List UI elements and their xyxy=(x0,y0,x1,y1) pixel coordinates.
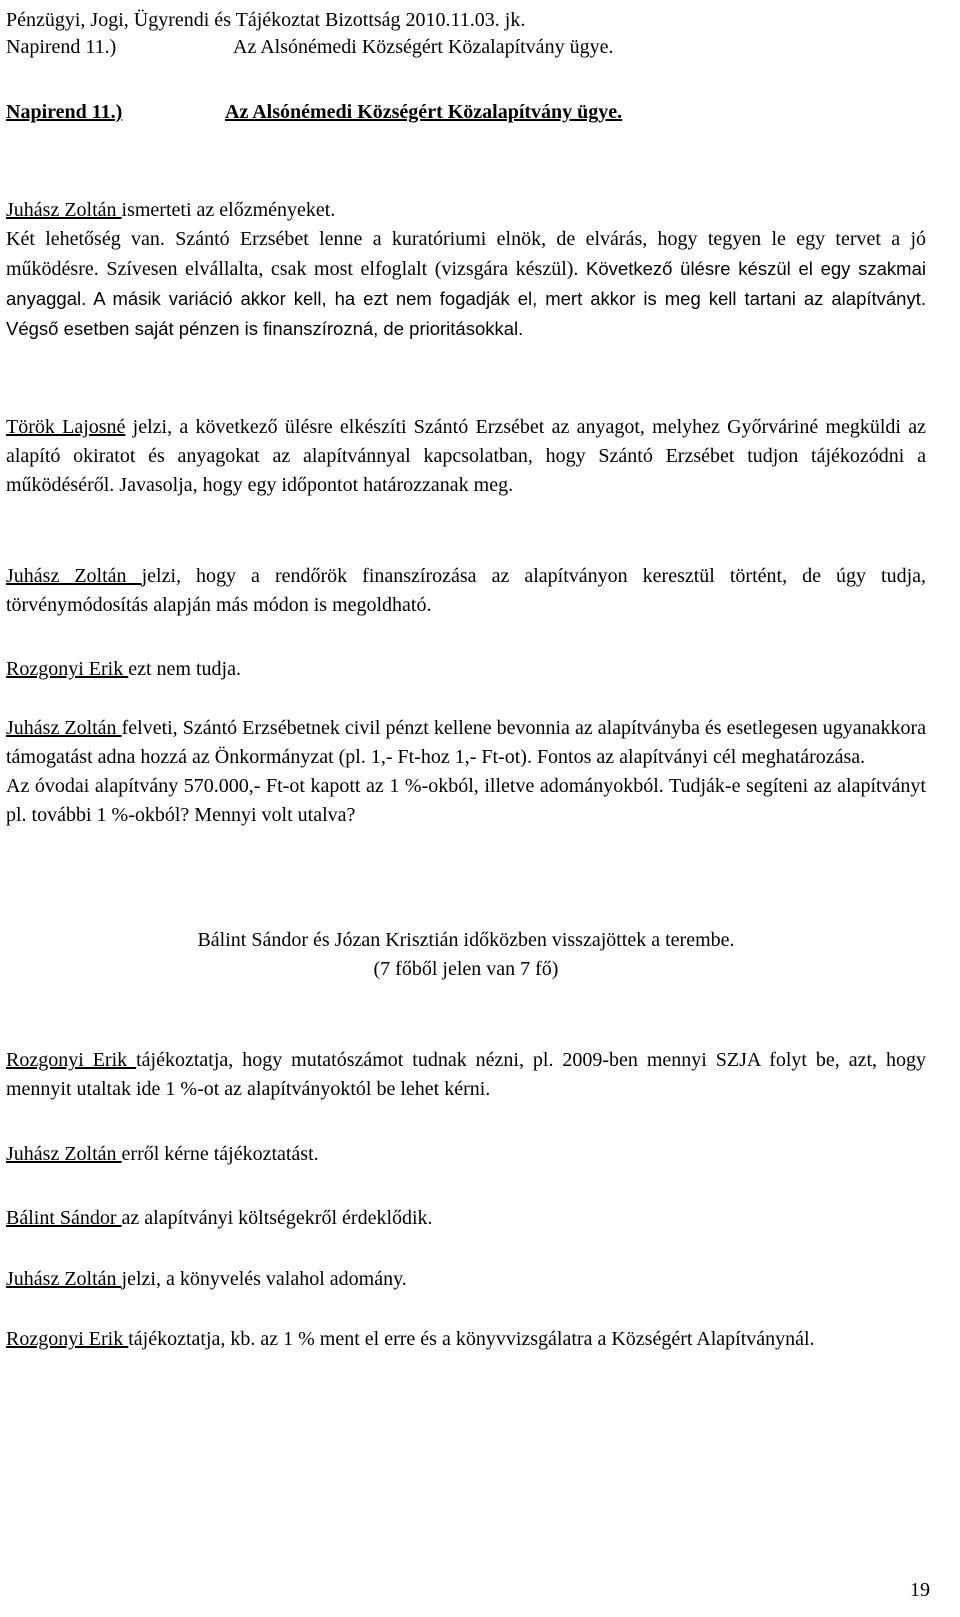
paragraph-8 xyxy=(6,1204,926,1233)
paragraph-text: jelzi, a könyvelés valahol adomány. xyxy=(121,1268,407,1290)
running-header-agenda-number: Napirend 11.) xyxy=(6,36,117,58)
speaker-name: Juhász Zoltán xyxy=(6,199,122,221)
paragraph-text: Következő ülésre készül el egy szakmai anyaggal. A másik variáció akkor kell, ha ezt nem fogadják el, mert akkor is meg kell tartani az alapítványt. Végső esetben saját pénzen is finanszírozná, de prioritásokkal. xyxy=(6,258,926,339)
speaker-name: Juhász Zoltán xyxy=(6,1268,122,1290)
speaker-name: Török Lajosné xyxy=(6,416,126,438)
page-number: 19 xyxy=(910,1579,930,1601)
agenda-title: Az Alsónémedi Községért Közalapítvány ügye. xyxy=(225,101,623,123)
agenda-heading xyxy=(6,100,623,124)
speaker-name: Rozgonyi Erik xyxy=(6,658,129,680)
paragraph-3 xyxy=(6,562,926,620)
paragraph-text: ezt nem tudja. xyxy=(128,658,241,680)
speaker-name: Juhász Zoltán xyxy=(6,717,122,739)
paragraph-7 xyxy=(6,1140,926,1169)
paragraph-text: tájékoztatja, kb. az 1 % ment el erre és a könyvvizsgálatra a Községért Alapítványnál. xyxy=(128,1328,815,1350)
paragraph-text: tájékoztatja, hogy mutatószámot tudnak nézni, pl. 2009-ben mennyi SZJA folyt be, azt, hogy mennyit utaltak ide 1 %-ot az alapítványoktól be lehet kérni. xyxy=(6,1049,926,1100)
attendance-notice-line1: Bálint Sándor és Józan Krisztián időközben visszajöttek a terembe. xyxy=(197,929,735,951)
paragraph-text: Az óvodai alapítvány 570.000,- Ft-ot kapott az 1 %-okból, illetve adományokból. Tudják-e segíteni az alapítványt pl. további 1 %-okból? Mennyi volt utalva? xyxy=(6,775,926,826)
paragraph-10 xyxy=(6,1325,926,1354)
agenda-number: Napirend 11.) xyxy=(6,101,123,123)
paragraph-text: ismerteti az előzményeket. xyxy=(121,199,336,221)
speaker-name: Bálint Sándor xyxy=(6,1207,122,1229)
speaker-name: Juhász Zoltán xyxy=(6,1143,122,1165)
speaker-name: Juhász Zoltán xyxy=(6,565,142,587)
speaker-name: Rozgonyi Erik xyxy=(6,1049,137,1071)
paragraph-text: az alapítványi költségekről érdeklődik. xyxy=(121,1207,433,1229)
paragraph-text: jelzi, hogy a rendőrök finanszírozása az alapítványon keresztül történt, de úgy tudja, törvénymódosítás alapján más módon is megoldható. xyxy=(6,565,927,616)
paragraph-2 xyxy=(6,413,926,500)
paragraph-6 xyxy=(6,1046,926,1104)
attendance-notice-line2: (7 főből jelen van 7 fő) xyxy=(373,958,559,980)
running-header-agenda-title: Az Alsónémedi Községért Közalapítvány ügye. xyxy=(233,36,614,58)
paragraph-text: felveti, Szántó Erzsébetnek civil pénzt kellene bevonnia az alapítványba és esetlegesen ugyanakkora támogatást adna hozzá az Önkormányzat (pl. 1,- Ft-hoz 1,- Ft-ot). Fontos az alapítványi cél meghatározása. xyxy=(6,717,926,768)
paragraph-4 xyxy=(6,655,926,684)
paragraph-text: erről kérne tájékoztatást. xyxy=(121,1143,319,1165)
speaker-name: Rozgonyi Erik xyxy=(6,1328,129,1350)
paragraph-text: jelzi, a következő ülésre elkészíti Szántó Erzsébet az anyagot, melyhez Győrváriné megküldi az alapító okiratot és anyagokat az alapítvánnyal kapcsolatban, hogy Szántó Erzsébet tudjon tájékozódni a működéséről. Javasolja, hogy egy időpontot határozzanak meg. xyxy=(6,416,926,496)
paragraph-text: Két lehetőség van. Szántó Erzsébet lenne a kuratóriumi elnök, de elvárás, hogy tegyen le egy tervet a jó működésre. Szívesen elvállalta, csak most elfoglalt (vizsgára készül). xyxy=(6,228,926,280)
paragraph-9 xyxy=(6,1265,926,1294)
running-header-line2 xyxy=(6,35,614,59)
running-header-line1: Pénzügyi, Jogi, Ügyrendi és Tájékoztat Bizottság 2010.11.03. jk. xyxy=(6,9,526,31)
paragraph-5 xyxy=(6,714,926,830)
attendance-notice xyxy=(6,926,926,984)
paragraph-1 xyxy=(6,196,926,344)
